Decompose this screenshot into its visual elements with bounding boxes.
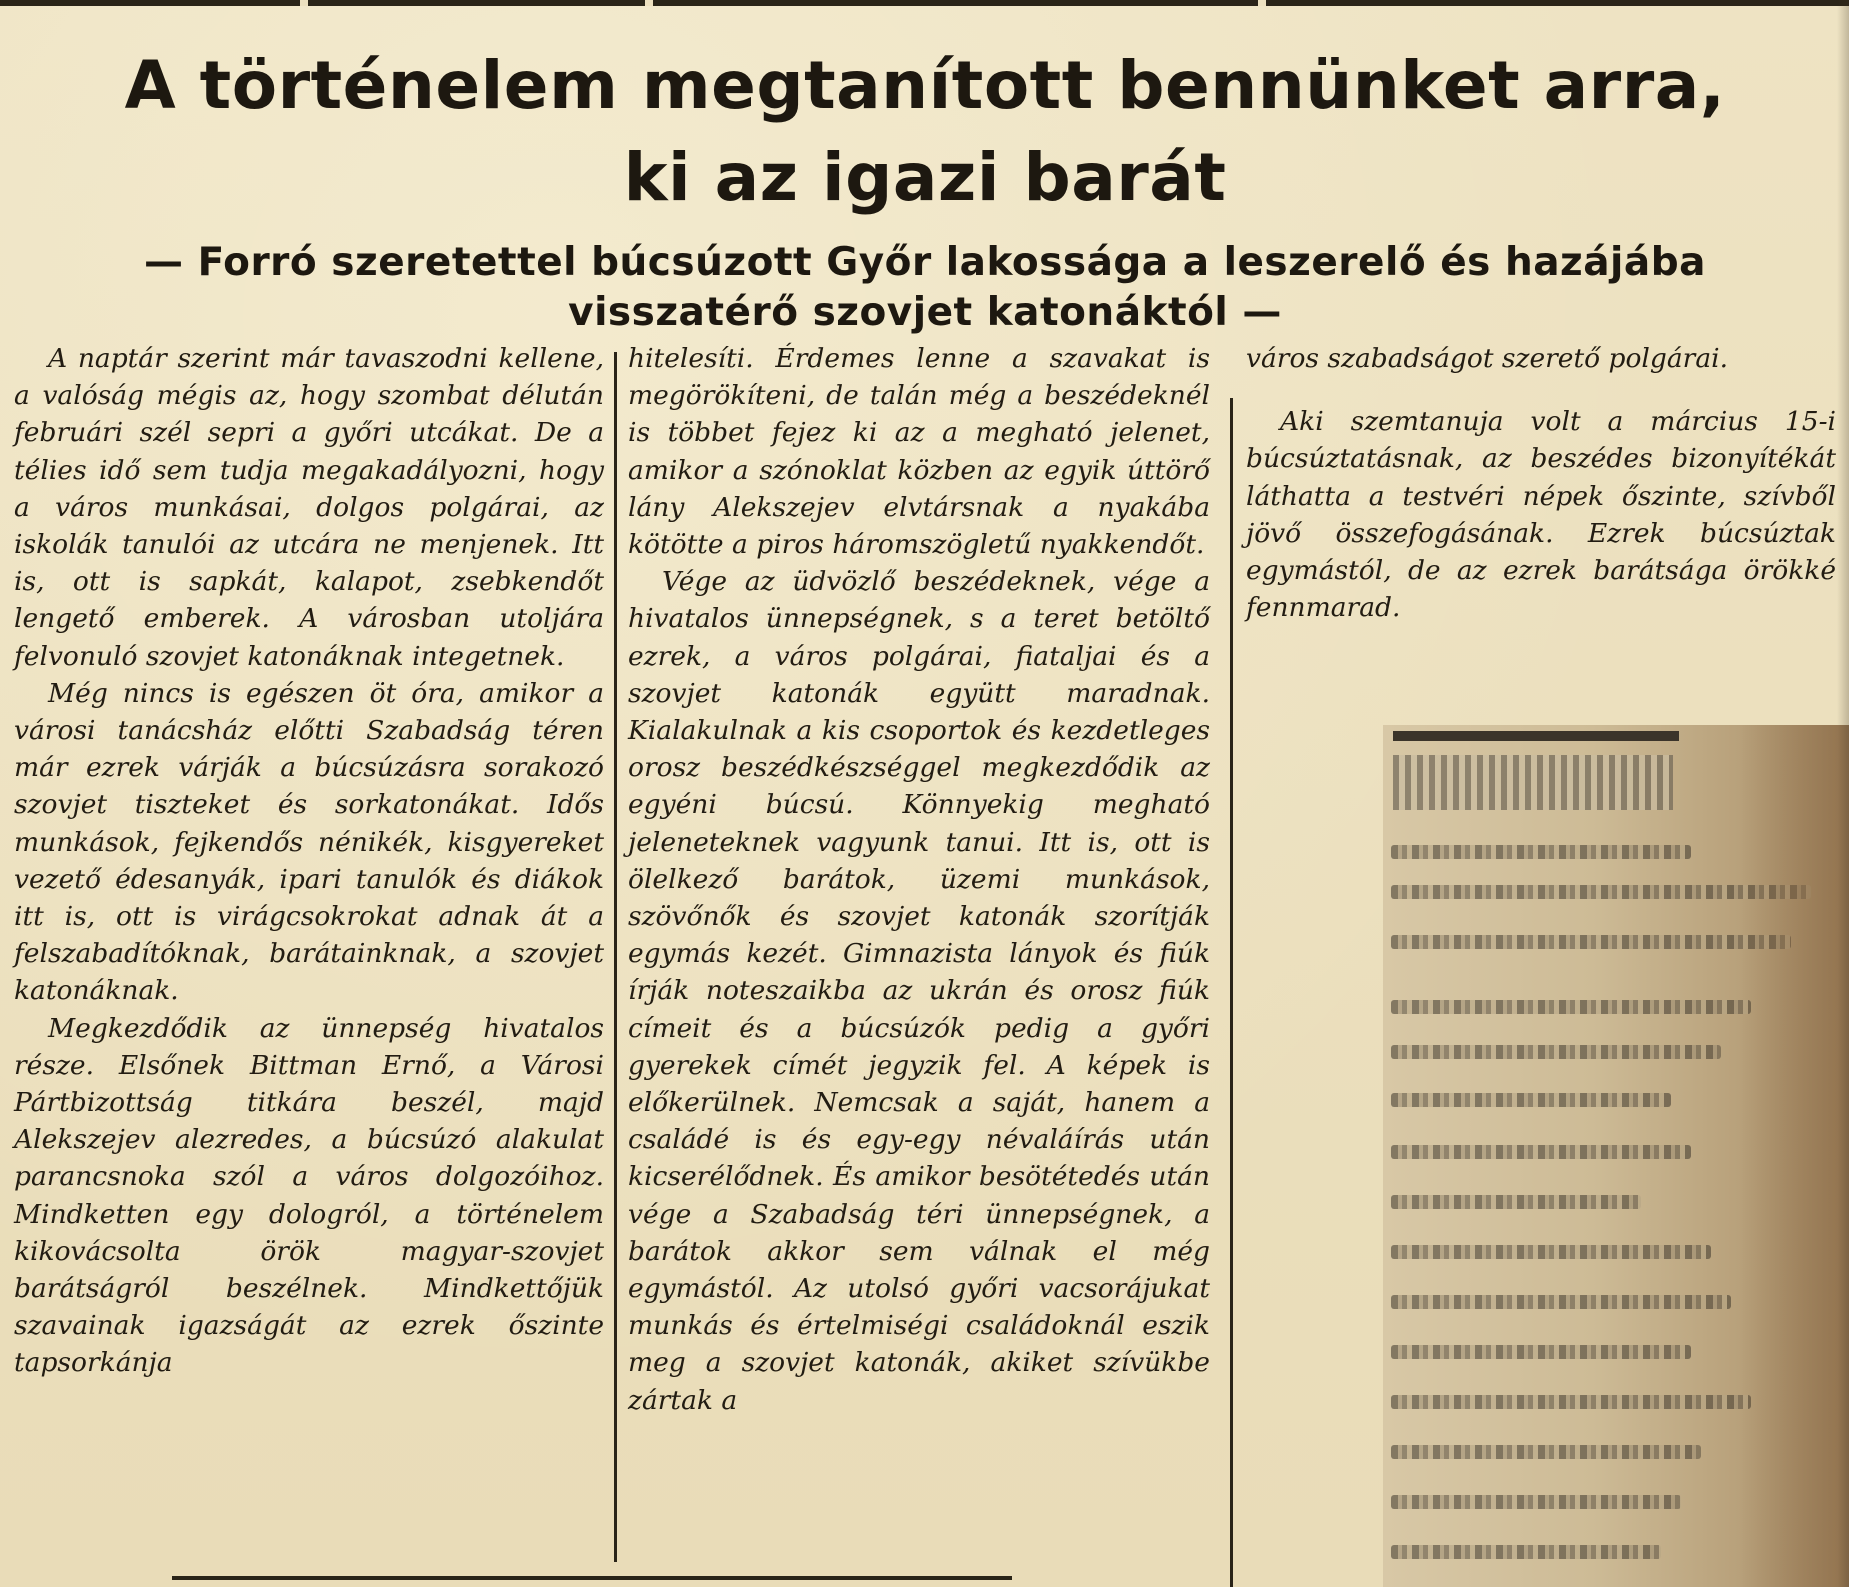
subheadline — [50, 238, 1800, 338]
page-edge-shadow — [1837, 0, 1849, 1587]
subheadline-line-2: visszatérő szovjet katonáktól — — [568, 290, 1282, 335]
bottom-rule — [172, 1576, 1012, 1580]
headline-line-1: A történelem megtanított bennünket arra, — [124, 47, 1726, 124]
paragraph: hitelesíti. Érdemes lenne a szavakat is megörökíteni, de talán még a beszédeknél is többet fejez ki az a megható jelenet, amikor a szónoklat közben az egyik úttörő lány Alekszejev elvtársnak a nyakába kötötte a piros háromszögletű nyakkendőt. — [628, 343, 1210, 561]
top-rule — [0, 0, 1849, 6]
paragraph: Még nincs is egészen öt óra, amikor a városi tanácsház előtti Szabadság téren már ezrek várják a búcsúzásra sorakozó szovjet tiszteket és sorkatonákat. Idős munkások, fejkendős nénikék, kisgyereket vezető édesanyák, ipari tanulók és diákok itt is, ott is virágcsokrokat adnak át a felszabadítóknak, barátainknak, a szovjet katonáknak. — [14, 677, 604, 1007]
headline — [80, 40, 1770, 224]
paragraph: A naptár szerint már tavaszodni kellene, a valóság mégis az, hogy szombat délután februári szél sepri a győri utcákat. De a télies idő sem tudja megakadályozni, hogy a város munkásai, dolgos polgárai, az iskolák tanulói az utcára ne menjenek. Itt is, ott is sapkát, kalapot, zsebkendőt lengető emberek. A városban utoljára felvonuló szovjet katonáknak integetnek. — [14, 343, 604, 672]
blurred-photo — [1383, 725, 1849, 1587]
article-column-1 — [14, 340, 604, 1382]
paragraph: város szabadságot szerető polgárai. — [1246, 343, 1729, 374]
paragraph: Vége az üdvözlő beszédeknek, vége a hivatalos ünnepségnek, s a teret betöltő ezrek, a város polgárai, fiataljai és a szovjet katonák együtt maradnak. Kialakulnak a kis csoportok és kezdetleges orosz beszédkészséggel megkezdődik az egyéni búcsú. Könnyekig megható jeleneteknek vagyunk tanui. Itt is, ott is ölelkező barátok, üzemi munkások, szövőnők és szovjet katonák szorítják egymás kezét. Gimnazista lányok és fiúk írják noteszaikba az ukrán és orosz fiúk címeit és a búcsúzók pedig a győri gyerekek címét jegyzik fel. A képek is előkerülnek. Nemcsak a saját, hanem a családé is és egy-egy névaláírás után kicserélődnek. És amikor besötétedés után vége a Szabadság téri ünnepségnek, a barátok akkor sem válnak el még egymástól. Az utolsó győri vacsorájukat munkás és értelmiségi családoknál eszik meg a szovjet katonák, akiket szívükbe zártak a — [628, 566, 1210, 1416]
paragraph: Megkezdődik az ünnepség hivatalos része. Elsőnek Bittman Ernő, a Városi Pártbizottság titkára beszél, majd Alekszejev alezredes, a búcsúzó alakulat parancsnoka szól a város dolgozóihoz. Mindketten egy dologról, a történelem kikovácsolta örök magyar-szovjet barátságról beszélnek. Mindkettőjük szavainak igazságát az ezrek őszinte tapsorkánja — [14, 1012, 604, 1379]
article-column-2 — [628, 340, 1210, 1419]
subheadline-line-1: — Forró szeretettel búcsúzott Győr lakossága a leszerelő és hazájába — [144, 240, 1706, 285]
headline-line-2: ki az igazi barát — [623, 139, 1227, 216]
paragraph: Aki szemtanuja volt a március 15-i búcsúztatásnak, az beszédes bizonyítékát láthatta a testvéri népek őszinte, szívből jövő összefogásának. Ezrek búcsúztak egymástól, de az ezrek barátsága örökké fennmarad. — [1246, 406, 1836, 624]
article-column-3 — [1246, 340, 1836, 626]
column-divider — [1230, 398, 1233, 1587]
column-divider — [614, 352, 617, 1562]
